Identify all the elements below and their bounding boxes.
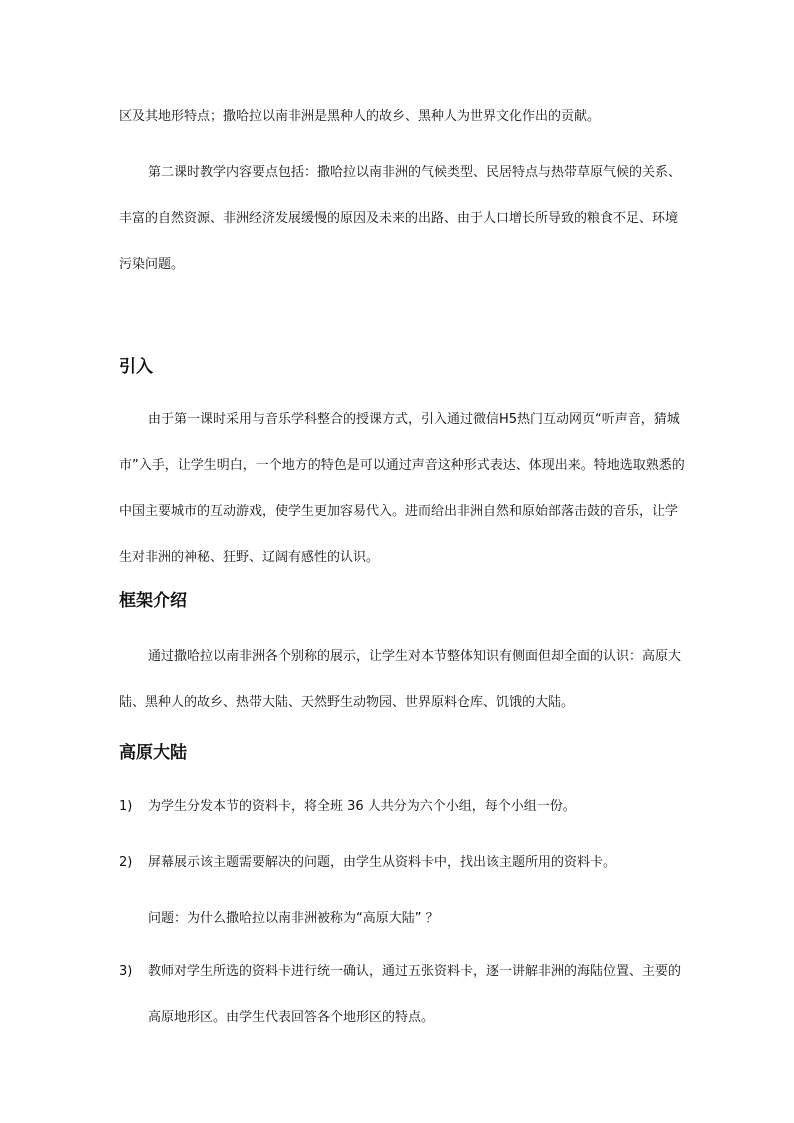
paragraph-second-lesson: 第二课时教学内容要点包括：撒哈拉以南非洲的气候类型、民居特点与热带草原气候的关系、丰富的自然资源、非洲经济发展缓慢的原因及未来的出路、由于人口增长所导致的粮食不足、环境污染问题。 — [119, 165, 682, 272]
paragraph-framework: 通过撒哈拉以南非洲各个别称的展示，让学生对本节整体知识有侧面但却全面的认识：高原大陆、黑种人的故乡、热带大陆、天然野生动物园、世界原料仓库、饥饿的大陆。 — [119, 649, 682, 710]
list-text: 教师对学生所选的资料卡进行统一确认，通过五张资料卡，逐一讲解非洲的海陆位置、主要的高原地形区。由学生代表回答各个地形区的特点。 — [148, 964, 682, 1025]
list-item-3 — [119, 949, 689, 1041]
list-text: 屏幕展示该主题需要解决的问题，由学生从资料卡中，找出该主题所用的资料卡。 — [148, 855, 617, 870]
list-item-1 — [119, 784, 689, 830]
question-line: 问题：为什么撒哈拉以南非洲被称为“高原大陆” ？ — [148, 911, 439, 926]
paragraph-intro: 由于第一课时采用与音乐学科整合的授课方式，引入通过微信H5热门互动网页“听声音，猜城市”入手，让学生明白，一个地方的特色是可以通过声音这种形式表达、体现出来。特地选取熟悉的中国主要城市的互动游戏，使学生更加容易代入。进而给出非洲自然和原始部落击鼓的音乐，让学生对非洲的神秘、狂野、辽阔有感性的认识。 — [119, 412, 685, 565]
heading-framework: 框架介绍 — [119, 591, 187, 611]
heading-intro: 引入 — [119, 357, 153, 377]
list-number: 1) — [119, 799, 133, 814]
list-text: 为学生分发本节的资料卡，将全班 36 人共分为六个小组，每个小组一份。 — [148, 799, 576, 814]
heading-plateau: 高原大陆 — [119, 743, 187, 763]
paragraph-continued: 区及其地形特点；撒哈拉以南非洲是黑种人的故乡、黑种人为世界文化作出的贡献。 — [119, 109, 601, 124]
list-number: 2) — [119, 855, 133, 870]
list-number: 3) — [119, 964, 133, 979]
list-item-2 — [119, 840, 689, 886]
